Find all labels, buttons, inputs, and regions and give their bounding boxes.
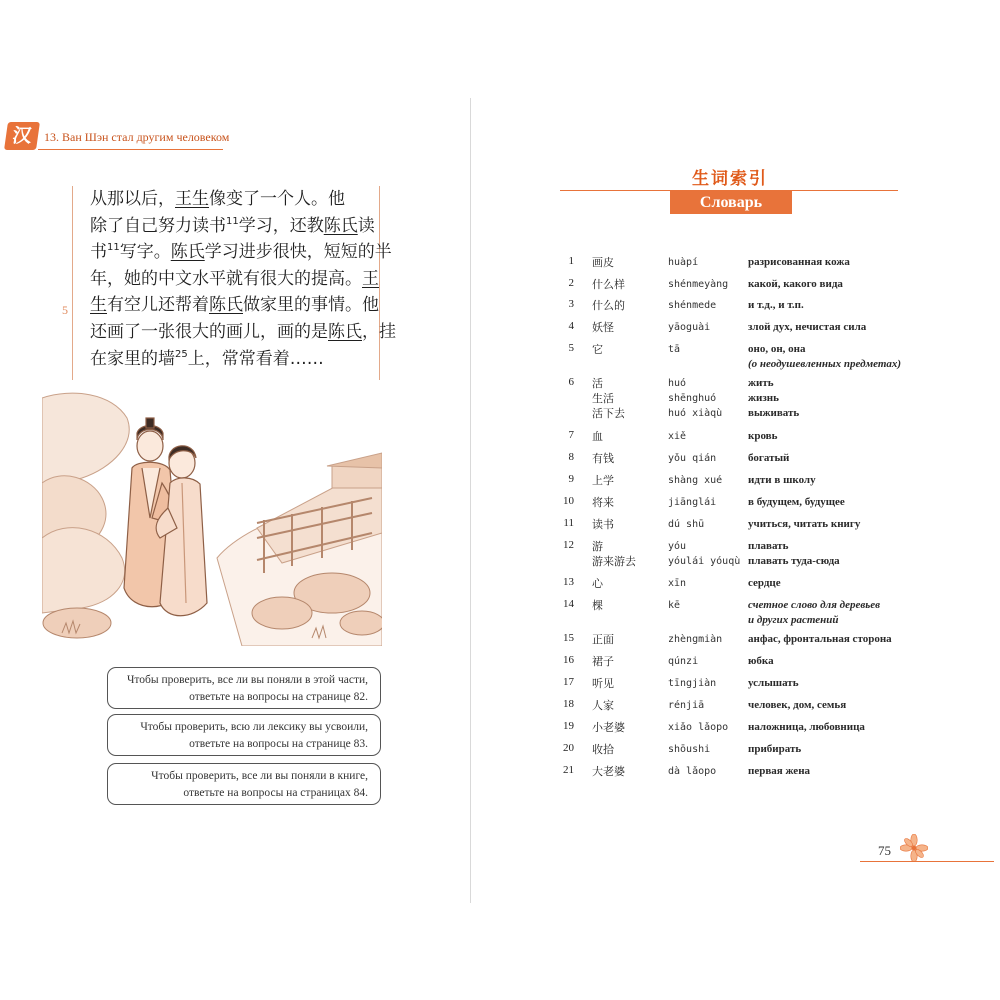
vocab-number: 12 [563, 539, 574, 551]
vocab-translation [748, 451, 789, 466]
proper-name: 陈氏 [170, 242, 205, 263]
vocab-number: 3 [568, 298, 574, 310]
vocab-hanzi-line: 它 [592, 343, 603, 356]
vocab-translation-line: разрисованная кожа [748, 256, 850, 268]
story-segment: 从那以后， [90, 189, 175, 209]
vocab-translation [748, 473, 816, 488]
vocab-hanzi [592, 255, 614, 270]
vocab-pinyin [668, 429, 686, 444]
vocab-translation-line: идти в школу [748, 474, 816, 486]
vocab-pinyin-line: jiānglái [668, 497, 717, 508]
check-box-part: Чтобы проверить, все ли вы поняли в этой части, ответьте на вопросы на странице 82. [107, 667, 381, 709]
vocab-translation-line: услышать [748, 677, 799, 689]
story-segment: 上，常常看着…… [187, 348, 324, 369]
vocab-translation [748, 742, 801, 757]
vocab-hanzi [592, 654, 614, 669]
vocab-translation [748, 277, 843, 292]
flower-icon [900, 834, 928, 862]
story-line [90, 186, 370, 213]
story-segment: 做家里的事情。他 [243, 295, 379, 316]
vocab-translation [748, 632, 892, 647]
vocab-pinyin [668, 517, 704, 532]
vocab-translation [748, 598, 880, 628]
vocab-pinyin [668, 376, 722, 421]
vocab-hanzi-line: 活 [592, 377, 603, 390]
story-segment: 年，她的中文水平就有很大的提高。 [90, 268, 362, 289]
story-segment: 还画了一张很大的画儿，画的是 [90, 321, 328, 342]
vocab-translation-line: какой, какого вида [748, 278, 843, 290]
vocab-number: 16 [563, 654, 574, 666]
illustration-figures [124, 418, 207, 616]
vocab-number: 17 [563, 676, 574, 688]
vocab-pinyin-line: xiě [668, 431, 687, 442]
vocab-hanzi [592, 598, 603, 613]
vocab-translation-line: плавать туда-сюда [748, 555, 840, 567]
vocab-translation [748, 255, 850, 270]
vocab-number: 10 [563, 495, 574, 507]
vocab-pinyin [668, 742, 710, 757]
vocab-hanzi-line: 有钱 [592, 452, 614, 465]
vocab-translation [748, 764, 810, 779]
story-line [90, 319, 396, 346]
proper-name: 陈氏 [209, 295, 243, 316]
vocab-translation-line: счетное слово для деревьев [748, 599, 881, 611]
vocab-translation-line: богатый [748, 452, 790, 464]
chapter-logo: 汉 [4, 122, 40, 150]
vocab-hanzi [592, 517, 614, 532]
vocab-translation [748, 376, 799, 421]
vocab-number: 18 [563, 698, 574, 710]
vocab-translation [748, 698, 846, 713]
page-number-rule [860, 861, 994, 862]
story-segment: 除了自己努力读书 [90, 215, 226, 236]
footnote-ref: 11 [226, 215, 239, 227]
story-segment: 在家里的墙 [90, 348, 175, 369]
story-segment: 学习，还教 [238, 215, 324, 236]
vocab-hanzi-line: 听见 [592, 677, 614, 690]
proper-name: 陈氏 [323, 215, 358, 236]
vocab-pinyin [668, 676, 716, 691]
vocab-pinyin [668, 473, 722, 488]
vocab-translation-line: человек, дом, семья [748, 699, 847, 711]
story-segment: 写字。 [119, 242, 171, 263]
vocab-translation [748, 320, 866, 335]
vocab-pinyin [668, 720, 728, 735]
vocab-hanzi [592, 576, 603, 591]
vocab-translation-line: оно, он, она [748, 343, 806, 355]
vocab-hanzi-line: 游 [592, 540, 603, 553]
vocab-number: 9 [568, 473, 574, 485]
vocab-pinyin [668, 298, 716, 313]
vocab-number: 11 [563, 517, 574, 529]
vocab-pinyin-line: shēnghuó [668, 393, 717, 404]
dictionary-title-russian: Словарь [670, 191, 792, 214]
vocab-hanzi [592, 720, 625, 735]
vocab-hanzi [592, 429, 603, 444]
vocab-translation [748, 676, 799, 691]
vocab-hanzi [592, 495, 614, 510]
vocab-number: 14 [563, 598, 574, 610]
vocab-hanzi-line: 游来游去 [592, 555, 636, 568]
vocab-hanzi [592, 451, 614, 466]
story-line [90, 346, 370, 373]
vocab-pinyin-line: yóu [668, 541, 687, 552]
vocab-number: 8 [568, 451, 574, 463]
vocab-pinyin [668, 495, 716, 510]
vocab-pinyin [668, 539, 740, 569]
vocab-pinyin-line: qúnzi [668, 656, 699, 667]
vocab-pinyin-line: dà lǎopo [668, 766, 717, 777]
vocab-pinyin-line: tīngjiàn [668, 678, 717, 689]
vocab-translation-line: анфас, фронтальная сторона [748, 633, 892, 645]
chapter-rule [38, 149, 223, 150]
vocab-translation [748, 576, 781, 591]
vocab-number: 21 [563, 764, 574, 776]
vocab-number: 4 [568, 320, 574, 332]
vocab-pinyin [668, 698, 704, 713]
vocab-hanzi-line: 棵 [592, 599, 603, 612]
vocab-hanzi [592, 742, 614, 757]
vocab-translation [748, 342, 901, 372]
vocab-pinyin-line: shénmeyàng [668, 279, 729, 290]
vocab-number: 1 [568, 255, 574, 267]
vocab-pinyin-line: xīn [668, 578, 687, 589]
story-segment: 书 [90, 242, 107, 263]
vocab-translation-line: в будущем, будущее [748, 496, 845, 508]
proper-name: 王生 [175, 189, 209, 209]
vocab-hanzi-line: 画皮 [592, 256, 614, 269]
vocab-hanzi-line: 心 [592, 577, 603, 590]
vocab-pinyin-line: kē [668, 600, 681, 611]
vocab-hanzi-line: 大老婆 [592, 765, 625, 778]
vocab-pinyin-line: yóulái yóuqù [668, 556, 741, 567]
vocab-pinyin-line: yǒu qián [668, 453, 717, 464]
vocab-number: 6 [568, 376, 574, 388]
vocab-translation [748, 517, 860, 532]
vocab-pinyin [668, 576, 686, 591]
vocab-number: 15 [563, 632, 574, 644]
vocab-translation-line: жизнь [748, 392, 779, 404]
vocab-hanzi [592, 298, 625, 313]
story-text [90, 186, 396, 372]
vocab-pinyin-line: xiǎo lǎopo [668, 722, 729, 733]
vocab-translation [748, 495, 845, 510]
text-margin-line-left [72, 186, 73, 380]
vocab-pinyin-line: shàng xué [668, 475, 723, 486]
vocab-translation-line: юбка [748, 655, 774, 667]
chapter-title: 13. Ван Шэн стал другим человеком [44, 130, 230, 144]
vocab-pinyin-line: huàpí [668, 257, 699, 268]
vocab-translation [748, 429, 777, 444]
vocab-hanzi-line: 活下去 [592, 407, 625, 420]
vocab-number: 19 [563, 720, 574, 732]
story-line [90, 239, 392, 266]
vocab-pinyin [668, 277, 728, 292]
vocab-translation [748, 654, 774, 669]
vocab-pinyin-line: huó xiàqù [668, 408, 723, 419]
vocab-hanzi-line: 上学 [592, 474, 614, 487]
story-line [90, 292, 379, 319]
line-number: 5 [62, 303, 68, 317]
story-line [90, 213, 375, 240]
vocab-hanzi-line: 读书 [592, 518, 614, 531]
vocab-hanzi-line: 什么样 [592, 278, 625, 291]
vocab-pinyin [668, 654, 698, 669]
vocab-pinyin [668, 342, 680, 357]
vocab-hanzi-line: 小老婆 [592, 721, 625, 734]
vocab-translation-line: учиться, читать книгу [748, 518, 861, 530]
vocab-hanzi-line: 血 [592, 430, 603, 443]
story-illustration [42, 388, 382, 646]
vocab-translation-line: кровь [748, 430, 778, 442]
vocab-pinyin [668, 632, 722, 647]
check-box-book: Чтобы проверить, все ли вы поняли в книге, ответьте на вопросы на страницах 84. [107, 763, 381, 805]
vocab-translation-line: первая жена [748, 765, 811, 777]
vocab-translation-line: и т.д., и т.п. [748, 299, 804, 311]
vocab-hanzi [592, 277, 625, 292]
vocab-hanzi-line: 将来 [592, 496, 614, 509]
vocab-translation [748, 539, 840, 569]
vocab-hanzi [592, 539, 636, 569]
vocab-hanzi [592, 320, 614, 335]
vocab-translation-line: прибирать [748, 743, 802, 755]
vocab-hanzi-line: 正面 [592, 633, 614, 646]
vocab-hanzi-line: 妖怪 [592, 321, 614, 334]
vocab-hanzi-line: 什么的 [592, 299, 625, 312]
proper-name: 陈氏 [328, 321, 362, 342]
vocab-translation-line: сердце [748, 577, 781, 589]
book-spine [470, 98, 471, 903]
vocab-hanzi [592, 698, 614, 713]
vocab-number: 7 [568, 429, 574, 441]
story-segment: 有空儿还帮着 [107, 295, 209, 316]
vocab-hanzi-line: 收拾 [592, 743, 614, 756]
vocab-pinyin-line: shénmede [668, 300, 717, 311]
vocab-translation [748, 298, 804, 313]
vocab-note: (о неодушевленных предметах) [748, 358, 902, 370]
vocab-translation [748, 720, 865, 735]
story-segment: 学习进步很快，短短的半 [204, 242, 392, 263]
vocab-translation-line: выживать [748, 407, 800, 419]
chapter-header [0, 120, 235, 154]
vocab-number: 20 [563, 742, 574, 754]
vocab-hanzi [592, 764, 625, 779]
vocab-pinyin-line: tā [668, 344, 681, 355]
vocab-pinyin-line: shōushi [668, 744, 711, 755]
vocab-hanzi [592, 342, 603, 357]
vocab-hanzi-line: 生活 [592, 392, 614, 405]
vocab-pinyin-line: dú shū [668, 519, 705, 530]
check-box-vocabulary: Чтобы проверить, всю ли лексику вы усвоили, ответьте на вопросы на странице 83. [107, 714, 381, 756]
vocab-translation-line: плавать [748, 540, 789, 552]
vocab-note: и других растений [748, 614, 839, 626]
story-segment: ，挂 [362, 321, 396, 342]
vocab-pinyin-line: yāoguài [668, 322, 711, 333]
vocab-number: 13 [563, 576, 574, 588]
vocab-pinyin [668, 255, 698, 270]
text-margin-line-right [379, 186, 380, 380]
vocab-pinyin-line: zhèngmiàn [668, 634, 723, 645]
vocab-number: 2 [568, 277, 574, 289]
vocab-translation-line: жить [748, 377, 774, 389]
vocab-hanzi [592, 473, 614, 488]
vocab-pinyin-line: huó [668, 378, 687, 389]
vocab-pinyin [668, 764, 716, 779]
story-line [90, 266, 379, 293]
vocab-hanzi [592, 632, 614, 647]
vocab-pinyin [668, 320, 710, 335]
story-segment: 读 [357, 215, 375, 236]
footnote-ref: 11 [107, 242, 120, 254]
proper-name: 王 [362, 268, 379, 289]
story-segment: 像变了一个人。他 [209, 189, 345, 209]
vocab-pinyin [668, 451, 716, 466]
dictionary-title-chinese: 生词索引 [692, 169, 768, 189]
vocab-hanzi-line: 人家 [592, 699, 614, 712]
vocab-pinyin [668, 598, 680, 613]
vocab-translation-line: злой дух, нечистая сила [748, 321, 867, 333]
vocab-pinyin-line: rénjiā [668, 700, 705, 711]
page-number: 75 [878, 843, 891, 858]
footnote-ref: 25 [175, 348, 188, 360]
vocab-translation-line: наложница, любовница [748, 721, 865, 733]
vocab-hanzi-line: 裙子 [592, 655, 614, 668]
vocab-hanzi [592, 376, 625, 421]
vocab-hanzi [592, 676, 614, 691]
proper-name: 生 [90, 295, 107, 316]
vocab-number: 5 [568, 342, 574, 354]
